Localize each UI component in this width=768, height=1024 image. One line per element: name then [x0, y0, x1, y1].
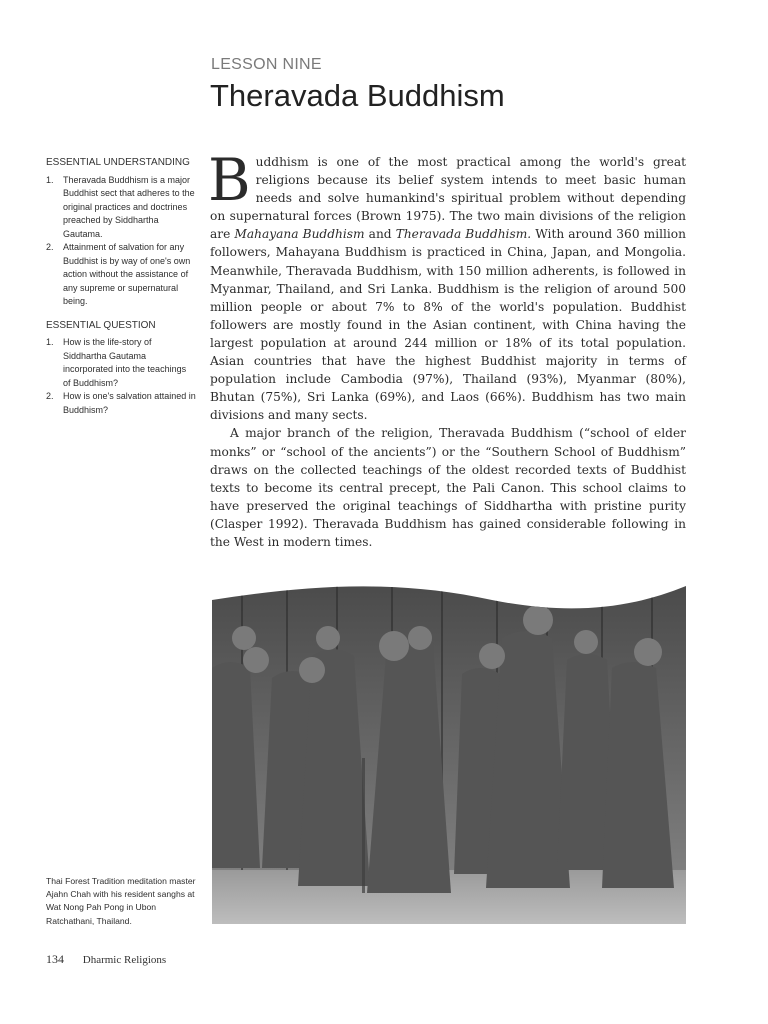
list-item	[46, 241, 196, 309]
essential-understanding-heading: ESSENTIAL UNDERSTANDING	[46, 157, 190, 168]
list-item-text: Theravada Buddhism is a major Buddhist sect that adheres to the original practices and doctrines preached by Siddhartha Gautama.	[63, 174, 195, 239]
paragraph-1-text-b: and	[364, 227, 396, 242]
list-number: 2.	[46, 391, 54, 401]
monks-photo	[212, 578, 686, 924]
essential-question-heading: ESSENTIAL QUESTION	[46, 319, 156, 331]
list-item	[46, 336, 196, 390]
list-item	[46, 174, 196, 242]
essential-question-list	[46, 336, 196, 417]
paragraph-2: A major branch of the religion, Theravada Buddhism (“school of elder monks” or “school of the ancients”) or the “Southern School of Buddhism” draws on the collected teachings of the oldest recorded texts of Buddhist texts to become its central precept, the Pali Canon. This school claims to have preserved the original teachings of Siddhartha with pristine purity (Clasper 1992). Theravada Buddhism has gained considerable following in the West in modern times.	[210, 426, 686, 549]
drop-cap: B	[208, 146, 251, 214]
paragraph-1-text-a: uddhism is one of the most practical among the world's great religions because its belief system intends to meet basic human needs and solve humankind's spiritual problem without depending on supernatural forces (Brown 1975). The two main divisions of the religion are	[210, 155, 686, 242]
list-item-text: How is one's salvation attained in Buddhism?	[63, 391, 196, 415]
list-number: 1.	[46, 337, 54, 347]
sidebar	[46, 156, 196, 417]
page-title: Theravada Buddhism	[210, 78, 505, 113]
page-footer	[46, 952, 166, 967]
emphasis-mahayana: Mahayana Buddhism	[234, 227, 365, 242]
body-text	[208, 146, 686, 551]
paragraph-1-text-c: With around 360 million followers, Mahayana Buddhism is practiced in China, Japan, and Mongolia. Meanwhile, Theravada Buddhism, with 150 million adherents, is followed in Myanmar, Thailand, and Sri Lanka. Buddhism is the religion of around 500 million people or about 7% to 8% of the world's population. Buddhist followers are mostly found in the Asian continent, with China having the largest population at around 244 million or 18% of its total population. Asian countries that have the highest Buddhist majority in terms of population include Cambodia (97%), Thailand (93%), Myanmar (80%), Bhutan (75%), Sri Lanka (69%), and Laos (66%). Buddhism has two main divisions and many sects.	[210, 227, 686, 423]
emphasis-theravada: Theravada Buddhism.	[395, 227, 532, 242]
list-item-text: How is the life-story of Siddhartha Gautama incorporated into the teachings of Buddhism?	[63, 337, 187, 388]
paragraph-1	[208, 146, 686, 424]
lesson-label: LESSON NINE	[211, 56, 322, 73]
photo-caption: Thai Forest Tradition meditation master Ajahn Chah with his resident sanghs at Wat Nong Pah Pong in Ubon Ratchathani, Thailand.	[46, 876, 196, 926]
list-item-text: Attainment of salvation for any Buddhist is by way of one's own action without the assistance of any supreme or supernatural being.	[63, 242, 191, 306]
book-title: Dharmic Religions	[82, 954, 167, 966]
list-number: 2.	[46, 242, 54, 252]
essential-understanding-list	[46, 174, 196, 309]
list-item	[46, 390, 196, 417]
list-number: 1.	[46, 174, 54, 185]
page-number: 134	[46, 952, 64, 966]
